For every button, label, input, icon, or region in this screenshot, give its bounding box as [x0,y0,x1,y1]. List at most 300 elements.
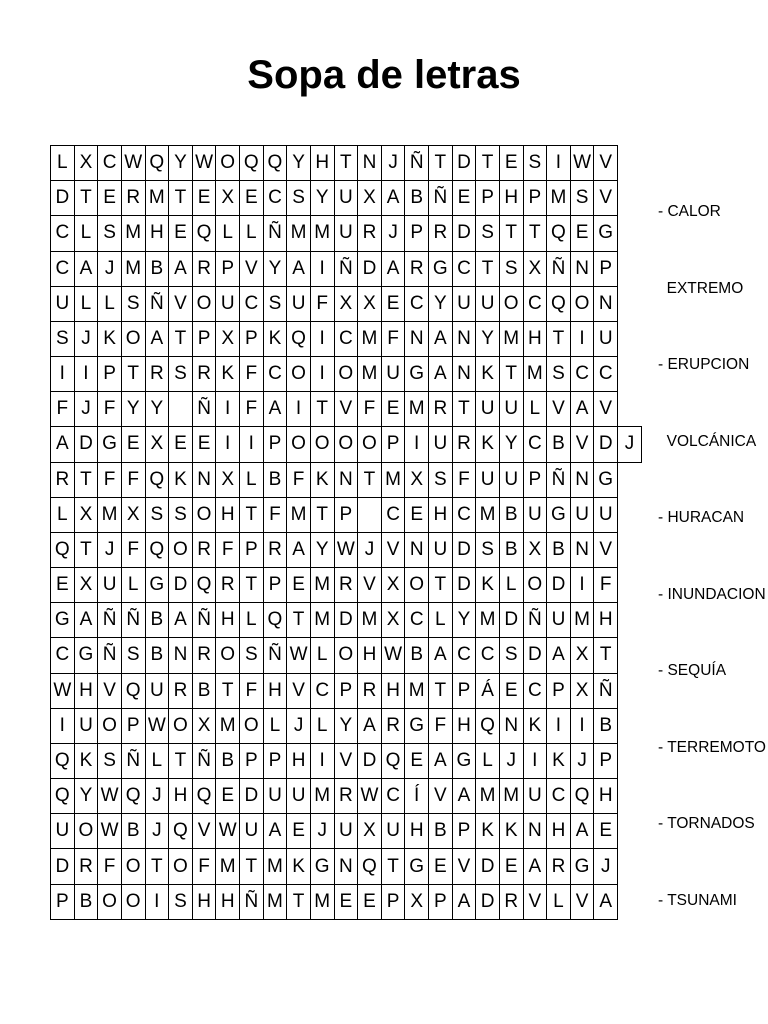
grid-cell: K [263,321,287,356]
grid-cell: E [381,286,405,321]
grid-cell: U [547,603,571,638]
grid-cell: Ñ [121,603,145,638]
grid-cell: F [240,357,264,392]
grid-cell: B [263,462,287,497]
grid-cell: T [499,216,523,251]
grid-cell: J [98,251,122,286]
grid-cell: A [429,638,453,673]
grid-cell: O [358,427,382,462]
grid-cell: O [169,532,193,567]
grid-cell: F [429,708,453,743]
grid-cell: K [98,321,122,356]
grid-cell: B [145,638,169,673]
grid-cell: S [121,638,145,673]
grid-cell: M [358,321,382,356]
grid-cell: B [405,638,429,673]
grid-cell: M [216,849,240,884]
grid-cell: O [287,427,311,462]
grid-cell: G [51,603,75,638]
grid-cell: V [594,146,618,181]
grid-cell: E [169,216,193,251]
grid-row [51,779,642,814]
grid-cell: Ñ [334,251,358,286]
grid-cell: A [570,814,594,849]
grid-cell: L [240,603,264,638]
grid-cell: I [51,357,75,392]
grid-row [51,673,642,708]
grid-cell: R [499,884,523,919]
grid-cell: J [618,427,642,462]
grid-cell: T [121,357,145,392]
grid-cell: X [358,286,382,321]
grid-cell: O [570,286,594,321]
grid-cell: V [240,251,264,286]
grid-cell: J [570,743,594,778]
grid-cell: A [287,532,311,567]
grid-cell: Ñ [429,181,453,216]
grid-cell: P [381,884,405,919]
grid-cell: C [263,357,287,392]
grid-cell: U [74,708,98,743]
grid-cell: T [216,673,240,708]
grid-row [51,603,642,638]
grid-cell: U [570,497,594,532]
grid-cell: R [358,673,382,708]
grid-cell: D [358,251,382,286]
word-list-item: - SEQUÍA [658,662,727,679]
grid-cell: T [145,849,169,884]
grid-cell: D [74,427,98,462]
grid-cell: Ñ [547,462,571,497]
grid-cell: M [499,321,523,356]
grid-cell: S [476,216,500,251]
grid-cell: B [121,814,145,849]
grid-cell: B [145,603,169,638]
grid-cell: X [358,814,382,849]
grid-cell: L [310,708,334,743]
grid-cell: G [594,462,618,497]
grid-cell: H [594,603,618,638]
grid-cell: E [192,181,216,216]
grid-cell: O [121,849,145,884]
grid-cell: A [547,638,571,673]
grid-cell: H [145,216,169,251]
grid-cell: P [452,673,476,708]
grid-cell: P [240,743,264,778]
grid-cell: R [51,462,75,497]
grid-cell: P [334,497,358,532]
grid-cell: S [98,216,122,251]
grid-cell: W [287,638,311,673]
grid-cell: K [287,849,311,884]
grid-row [51,427,642,462]
grid-row [51,321,642,356]
grid-cell: T [74,462,98,497]
grid-cell: Q [547,286,571,321]
grid-cell: P [240,321,264,356]
grid-cell: S [570,181,594,216]
grid-cell: R [121,181,145,216]
grid-cell: H [216,497,240,532]
grid-cell: X [570,673,594,708]
grid-cell: U [381,814,405,849]
grid-cell: N [358,146,382,181]
grid-cell: C [381,779,405,814]
grid-cell: R [547,849,571,884]
grid-cell: Q [547,216,571,251]
grid-cell: T [499,357,523,392]
grid-cell: D [476,849,500,884]
grid-cell: R [74,849,98,884]
grid-cell: C [476,638,500,673]
grid-cell: Ñ [405,146,429,181]
grid-cell: I [405,427,429,462]
grid-cell: V [570,884,594,919]
grid-cell: Ñ [192,392,216,427]
word-list [658,148,768,939]
grid-cell: J [499,743,523,778]
grid-cell: H [216,603,240,638]
grid-cell: T [334,146,358,181]
grid-cell: Ñ [121,743,145,778]
grid-cell: T [452,392,476,427]
grid-cell: Q [51,779,75,814]
grid-cell: A [452,884,476,919]
grid-cell: D [547,568,571,603]
grid-cell: Y [121,392,145,427]
grid-cell: T [523,216,547,251]
grid-cell: Ñ [523,603,547,638]
grid-cell: W [98,814,122,849]
grid-cell: G [310,849,334,884]
grid-row [51,814,642,849]
grid-cell: S [476,532,500,567]
grid-cell: X [334,286,358,321]
grid-cell: I [287,392,311,427]
grid-cell: R [169,673,193,708]
grid-cell: U [476,392,500,427]
grid-cell: R [216,568,240,603]
grid-cell: U [429,532,453,567]
grid-cell: V [594,181,618,216]
grid-cell: P [98,357,122,392]
grid-cell: L [310,638,334,673]
grid-cell: X [216,321,240,356]
grid-cell: R [334,568,358,603]
grid-cell: M [476,779,500,814]
grid-row [51,568,642,603]
grid-cell: Q [169,814,193,849]
grid-cell: Ñ [98,603,122,638]
grid-cell: A [570,392,594,427]
grid-cell: T [240,497,264,532]
grid-cell: R [334,779,358,814]
grid-cell: X [405,462,429,497]
grid-cell: I [310,251,334,286]
grid-cell: R [192,532,216,567]
grid-cell: O [499,286,523,321]
word-list-item: EXTREMO [658,279,744,297]
grid-cell: O [287,357,311,392]
grid-cell: S [145,497,169,532]
grid-cell: M [405,392,429,427]
grid-cell: A [429,743,453,778]
grid-cell: I [216,427,240,462]
grid-cell: P [263,743,287,778]
grid-cell: L [523,392,547,427]
grid-cell: C [51,216,75,251]
grid-cell: W [121,146,145,181]
grid-cell: O [216,146,240,181]
grid-cell: U [523,779,547,814]
grid-cell: F [452,462,476,497]
grid-cell: D [51,181,75,216]
grid-cell: H [169,779,193,814]
grid-cell: W [51,673,75,708]
grid-cell: O [169,849,193,884]
word-list-item: VOLCÁNICA [658,432,757,450]
grid-cell: K [310,462,334,497]
word-list-item: - HURACAN [658,509,745,526]
grid-cell: W [216,814,240,849]
grid-cell: W [98,779,122,814]
grid-cell: X [216,181,240,216]
grid-cell: L [476,743,500,778]
grid-cell: I [310,357,334,392]
grid-cell: K [169,462,193,497]
grid-cell: M [310,216,334,251]
grid-cell: O [74,814,98,849]
grid-cell: Q [287,321,311,356]
word-list-item: - INUNDACION [658,585,766,603]
grid-cell: V [570,427,594,462]
grid-cell: Á [476,673,500,708]
grid-cell: O [121,321,145,356]
grid-cell: Q [240,146,264,181]
grid-cell: D [476,884,500,919]
grid-cell: E [216,779,240,814]
grid-cell: A [429,321,453,356]
grid-row [51,181,642,216]
grid-cell: W [381,638,405,673]
grid-cell: M [358,357,382,392]
grid-cell: M [121,216,145,251]
grid-cell: U [499,462,523,497]
grid-cell: U [51,286,75,321]
grid-cell: P [381,427,405,462]
grid-cell: G [429,251,453,286]
grid-cell: Ñ [594,673,618,708]
grid-cell: U [594,321,618,356]
grid-cell: J [381,146,405,181]
grid-cell: E [405,743,429,778]
grid-cell: Y [287,146,311,181]
grid-cell: P [547,673,571,708]
grid-row [51,532,642,567]
grid-cell: G [74,638,98,673]
grid-cell: C [523,427,547,462]
grid-row [51,708,642,743]
grid-cell: U [334,814,358,849]
grid-cell: D [452,146,476,181]
grid-cell: V [547,392,571,427]
grid-cell: F [121,462,145,497]
grid-cell: T [240,849,264,884]
grid-cell: F [51,392,75,427]
grid-cell: V [594,392,618,427]
grid-cell: S [523,146,547,181]
grid-cell: F [287,462,311,497]
grid-cell: A [381,251,405,286]
grid-cell: X [405,884,429,919]
grid-cell: J [358,532,382,567]
grid-cell: A [381,181,405,216]
grid-cell: C [523,286,547,321]
grid-cell: T [476,251,500,286]
grid-cell: T [358,462,382,497]
grid-cell: R [429,216,453,251]
grid-cell: M [287,497,311,532]
grid-cell: B [499,532,523,567]
grid-cell: H [547,814,571,849]
grid-cell: H [381,673,405,708]
grid-cell: Ñ [145,286,169,321]
grid-cell: R [429,392,453,427]
grid-cell: C [452,638,476,673]
grid-cell: I [547,146,571,181]
grid-cell: U [145,673,169,708]
grid-cell: G [405,708,429,743]
grid-cell: L [499,568,523,603]
grid-cell: J [287,708,311,743]
grid-cell: L [429,603,453,638]
grid-cell: J [381,216,405,251]
grid-cell: Y [169,146,193,181]
grid-cell: E [169,427,193,462]
grid-cell [169,392,193,427]
grid-cell: T [169,743,193,778]
grid-cell: S [169,357,193,392]
grid-cell: T [240,568,264,603]
grid-cell: C [547,779,571,814]
grid-cell: A [74,603,98,638]
grid-cell: W [145,708,169,743]
grid-cell: Ñ [263,216,287,251]
grid-cell: S [240,638,264,673]
grid-cell: N [499,708,523,743]
grid-cell: H [499,181,523,216]
grid-cell: E [287,568,311,603]
grid-cell: S [263,286,287,321]
grid-cell: R [358,216,382,251]
grid-cell: Q [192,216,216,251]
grid-cell: R [405,251,429,286]
grid-cell: Q [145,532,169,567]
grid-cell: T [169,181,193,216]
grid-cell: E [452,181,476,216]
grid-cell: V [523,884,547,919]
grid-row [51,286,642,321]
grid-row [51,638,642,673]
grid-cell: O [334,357,358,392]
grid-cell: M [98,497,122,532]
grid-cell: O [98,884,122,919]
grid-cell: G [405,357,429,392]
grid-cell: X [192,708,216,743]
grid-cell: P [452,814,476,849]
grid-cell: S [429,462,453,497]
grid-cell: L [145,743,169,778]
grid-row [51,392,642,427]
grid-cell: Q [358,849,382,884]
grid-cell: D [594,427,618,462]
grid-cell: X [145,427,169,462]
grid-cell: Ñ [263,638,287,673]
grid-cell: M [358,603,382,638]
grid-cell: E [429,849,453,884]
grid-cell: V [334,743,358,778]
grid-cell: O [405,568,429,603]
grid-cell: M [523,357,547,392]
grid-cell: X [381,603,405,638]
grid-cell: I [570,568,594,603]
grid-cell: B [145,251,169,286]
grid-cell: D [452,568,476,603]
grid-cell: I [570,708,594,743]
grid-cell: N [334,462,358,497]
grid-cell: J [145,779,169,814]
grid-cell: E [499,673,523,708]
grid-cell: R [192,638,216,673]
grid-cell: S [169,884,193,919]
grid-cell: R [192,251,216,286]
grid-cell: E [570,216,594,251]
grid-cell: Q [51,743,75,778]
grid-cell: E [499,849,523,884]
grid-cell: Y [452,603,476,638]
grid-cell: K [476,814,500,849]
grid-cell: M [381,462,405,497]
grid-cell: Q [51,532,75,567]
grid-cell: V [98,673,122,708]
grid-cell: T [429,146,453,181]
grid-cell: A [74,251,98,286]
grid-cell: R [192,357,216,392]
grid-cell: I [145,884,169,919]
grid-cell: H [594,779,618,814]
grid-cell: E [240,181,264,216]
grid-cell: M [476,603,500,638]
grid-cell: P [523,181,547,216]
grid-row [51,462,642,497]
grid-cell: Ñ [98,638,122,673]
grid-cell: Y [145,392,169,427]
grid-cell: C [98,146,122,181]
grid-cell: M [310,779,334,814]
grid-cell: S [499,638,523,673]
grid-cell: P [121,708,145,743]
grid-cell: S [287,181,311,216]
grid-cell: Q [476,708,500,743]
grid-cell: F [240,392,264,427]
grid-cell: Y [74,779,98,814]
grid-cell: L [121,568,145,603]
grid-cell: I [74,357,98,392]
grid-cell: U [476,462,500,497]
grid-cell: I [310,321,334,356]
grid-cell: L [216,216,240,251]
grid-cell: T [547,321,571,356]
